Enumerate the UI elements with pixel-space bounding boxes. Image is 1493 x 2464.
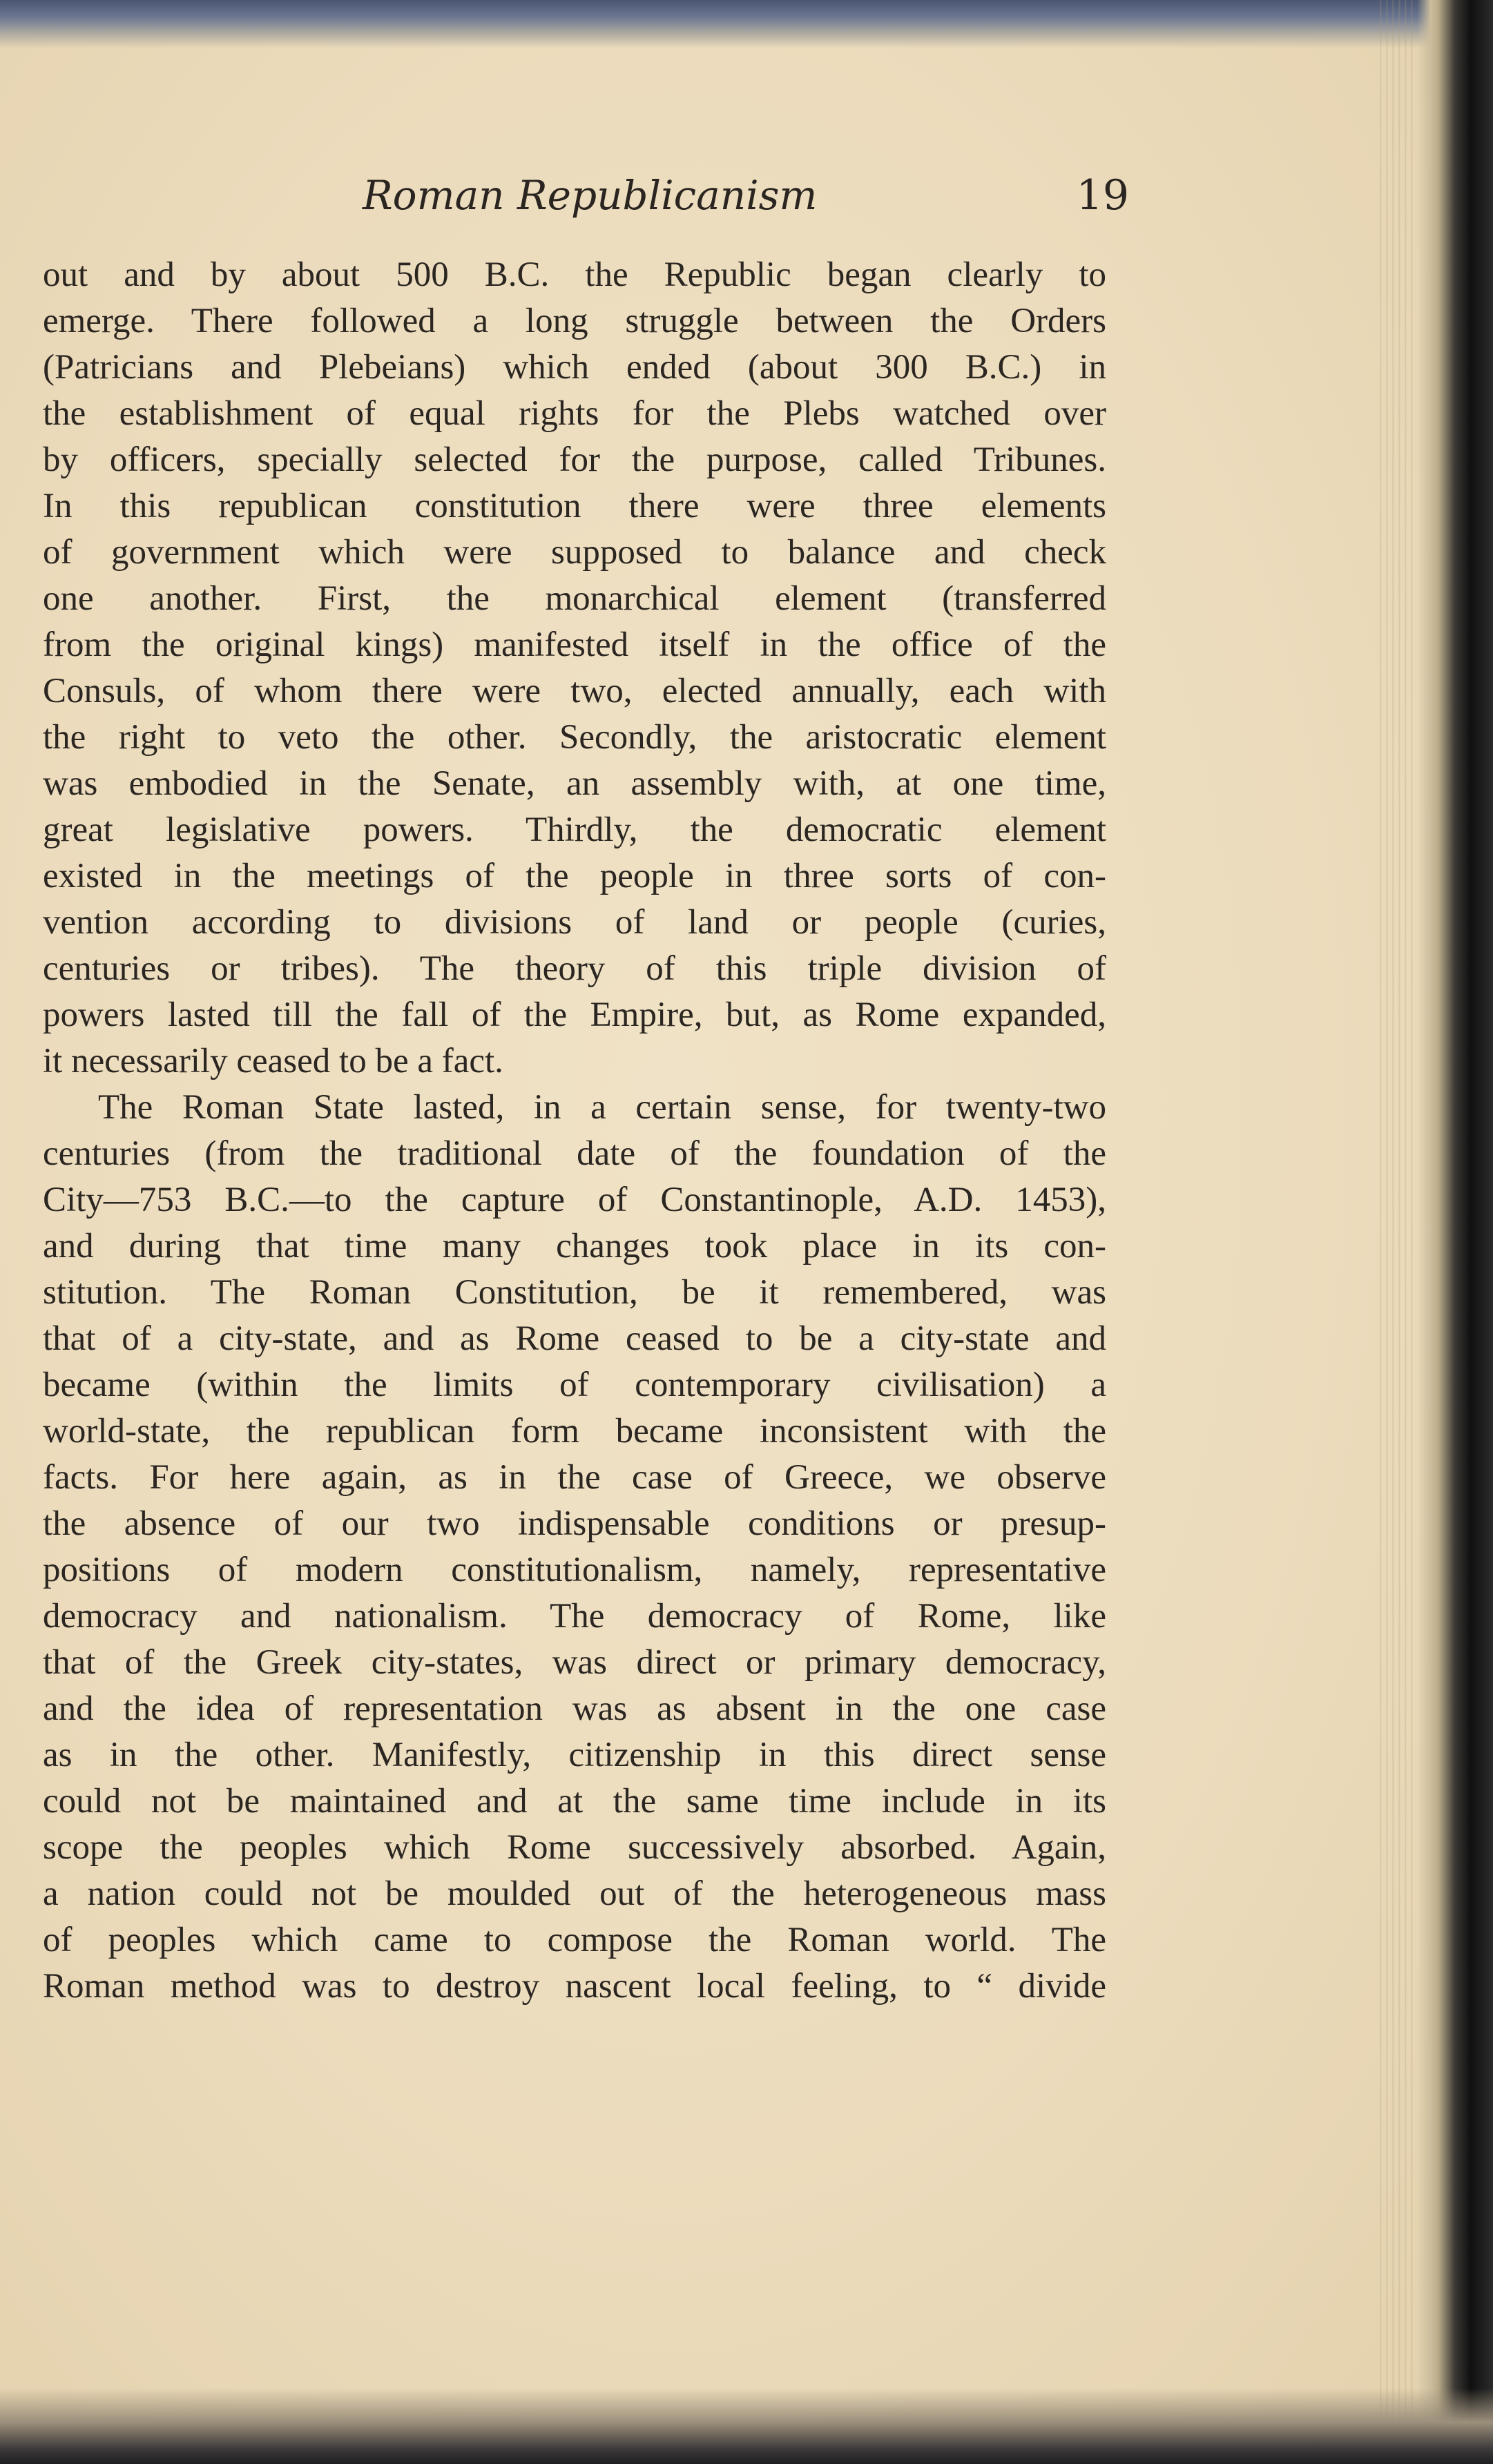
text-line: City—753 B.C.—to the capture of Constantinople, A.D. 1453), — [43, 1181, 1106, 1219]
paragraph-last-line: it necessarily ceased to be a fact. — [43, 1042, 503, 1080]
text-line: centuries or tribes). The theory of this triple division of — [43, 949, 1106, 988]
text-line: that of a city-state, and as Rome ceased to be a city-state and — [43, 1319, 1106, 1358]
text-line: Roman method was to destroy nascent local feeling, to “ divide — [43, 1967, 1106, 2006]
page-bottom-edge — [0, 2388, 1493, 2464]
text-line: and the idea of representation was as absent in the one case — [43, 1689, 1106, 1728]
text-line: stitution. The Roman Constitution, be it remembered, was — [43, 1273, 1106, 1312]
text-line: (Patricians and Plebeians) which ended (about 300 B.C.) in — [43, 348, 1106, 387]
text-line: facts. For here again, as in the case of Greece, we observe — [43, 1458, 1106, 1497]
text-line: of government which were supposed to balance and check — [43, 533, 1106, 572]
text-line: of peoples which came to compose the Roman world. The — [43, 1921, 1106, 1959]
text-line: world-state, the republican form became inconsistent with the — [43, 1412, 1106, 1451]
text-line: vention according to divisions of land or people (curies, — [43, 903, 1106, 942]
text-line: the right to veto the other. Secondly, the aristocratic element — [43, 718, 1106, 757]
text-line: could not be maintained and at the same time include in its — [43, 1782, 1106, 1821]
paragraph-first-line: The Roman State lasted, in a certain sense, for twenty-two — [98, 1088, 1106, 1127]
page-top-edge — [0, 0, 1493, 48]
text-line: one another. First, the monarchical element (transferred — [43, 579, 1106, 618]
text-line: the establishment of equal rights for the Plebs watched over — [43, 394, 1106, 433]
text-line: powers lasted till the fall of the Empire, but, as Rome expanded, — [43, 996, 1106, 1034]
running-title: Roman Republicanism — [363, 172, 818, 219]
text-line: centuries (from the traditional date of the foundation of the — [43, 1134, 1106, 1173]
page-gutter-shadow — [1376, 0, 1417, 2464]
page-number: 19 — [1076, 171, 1129, 220]
text-line: and during that time many changes took place in its con- — [43, 1227, 1106, 1265]
book-page-block-edge — [1417, 0, 1493, 2464]
text-line: the absence of our two indispensable conditions or presup- — [43, 1504, 1106, 1543]
text-line: by officers, specially selected for the purpose, called Tribunes. — [43, 440, 1106, 479]
text-line: great legislative powers. Thirdly, the democratic element — [43, 811, 1106, 849]
body-text — [43, 252, 1106, 2010]
text-line: out and by about 500 B.C. the Republic began clearly to — [43, 255, 1106, 294]
text-line: existed in the meetings of the people in three sorts of con- — [43, 857, 1106, 895]
text-line: positions of modern constitutionalism, namely, representative — [43, 1551, 1106, 1589]
text-line: emerge. There followed a long struggle between the Orders — [43, 302, 1106, 340]
text-line: from the original kings) manifested itself in the office of the — [43, 625, 1106, 664]
text-line: a nation could not be moulded out of the heterogeneous mass — [43, 1874, 1106, 1913]
text-line: became (within the limits of contemporary civilisation) a — [43, 1366, 1106, 1404]
text-line: was embodied in the Senate, an assembly with, at one time, — [43, 764, 1106, 803]
text-line: democracy and nationalism. The democracy of Rome, like — [43, 1597, 1106, 1636]
text-line: as in the other. Manifestly, citizenship in this direct sense — [43, 1736, 1106, 1774]
text-line: scope the peoples which Rome successively absorbed. Again, — [43, 1828, 1106, 1867]
text-line: In this republican constitution there were three elements — [43, 487, 1106, 525]
text-line: Consuls, of whom there were two, elected annually, each with — [43, 672, 1106, 710]
text-line: that of the Greek city-states, was direct or primary democracy, — [43, 1643, 1106, 1682]
